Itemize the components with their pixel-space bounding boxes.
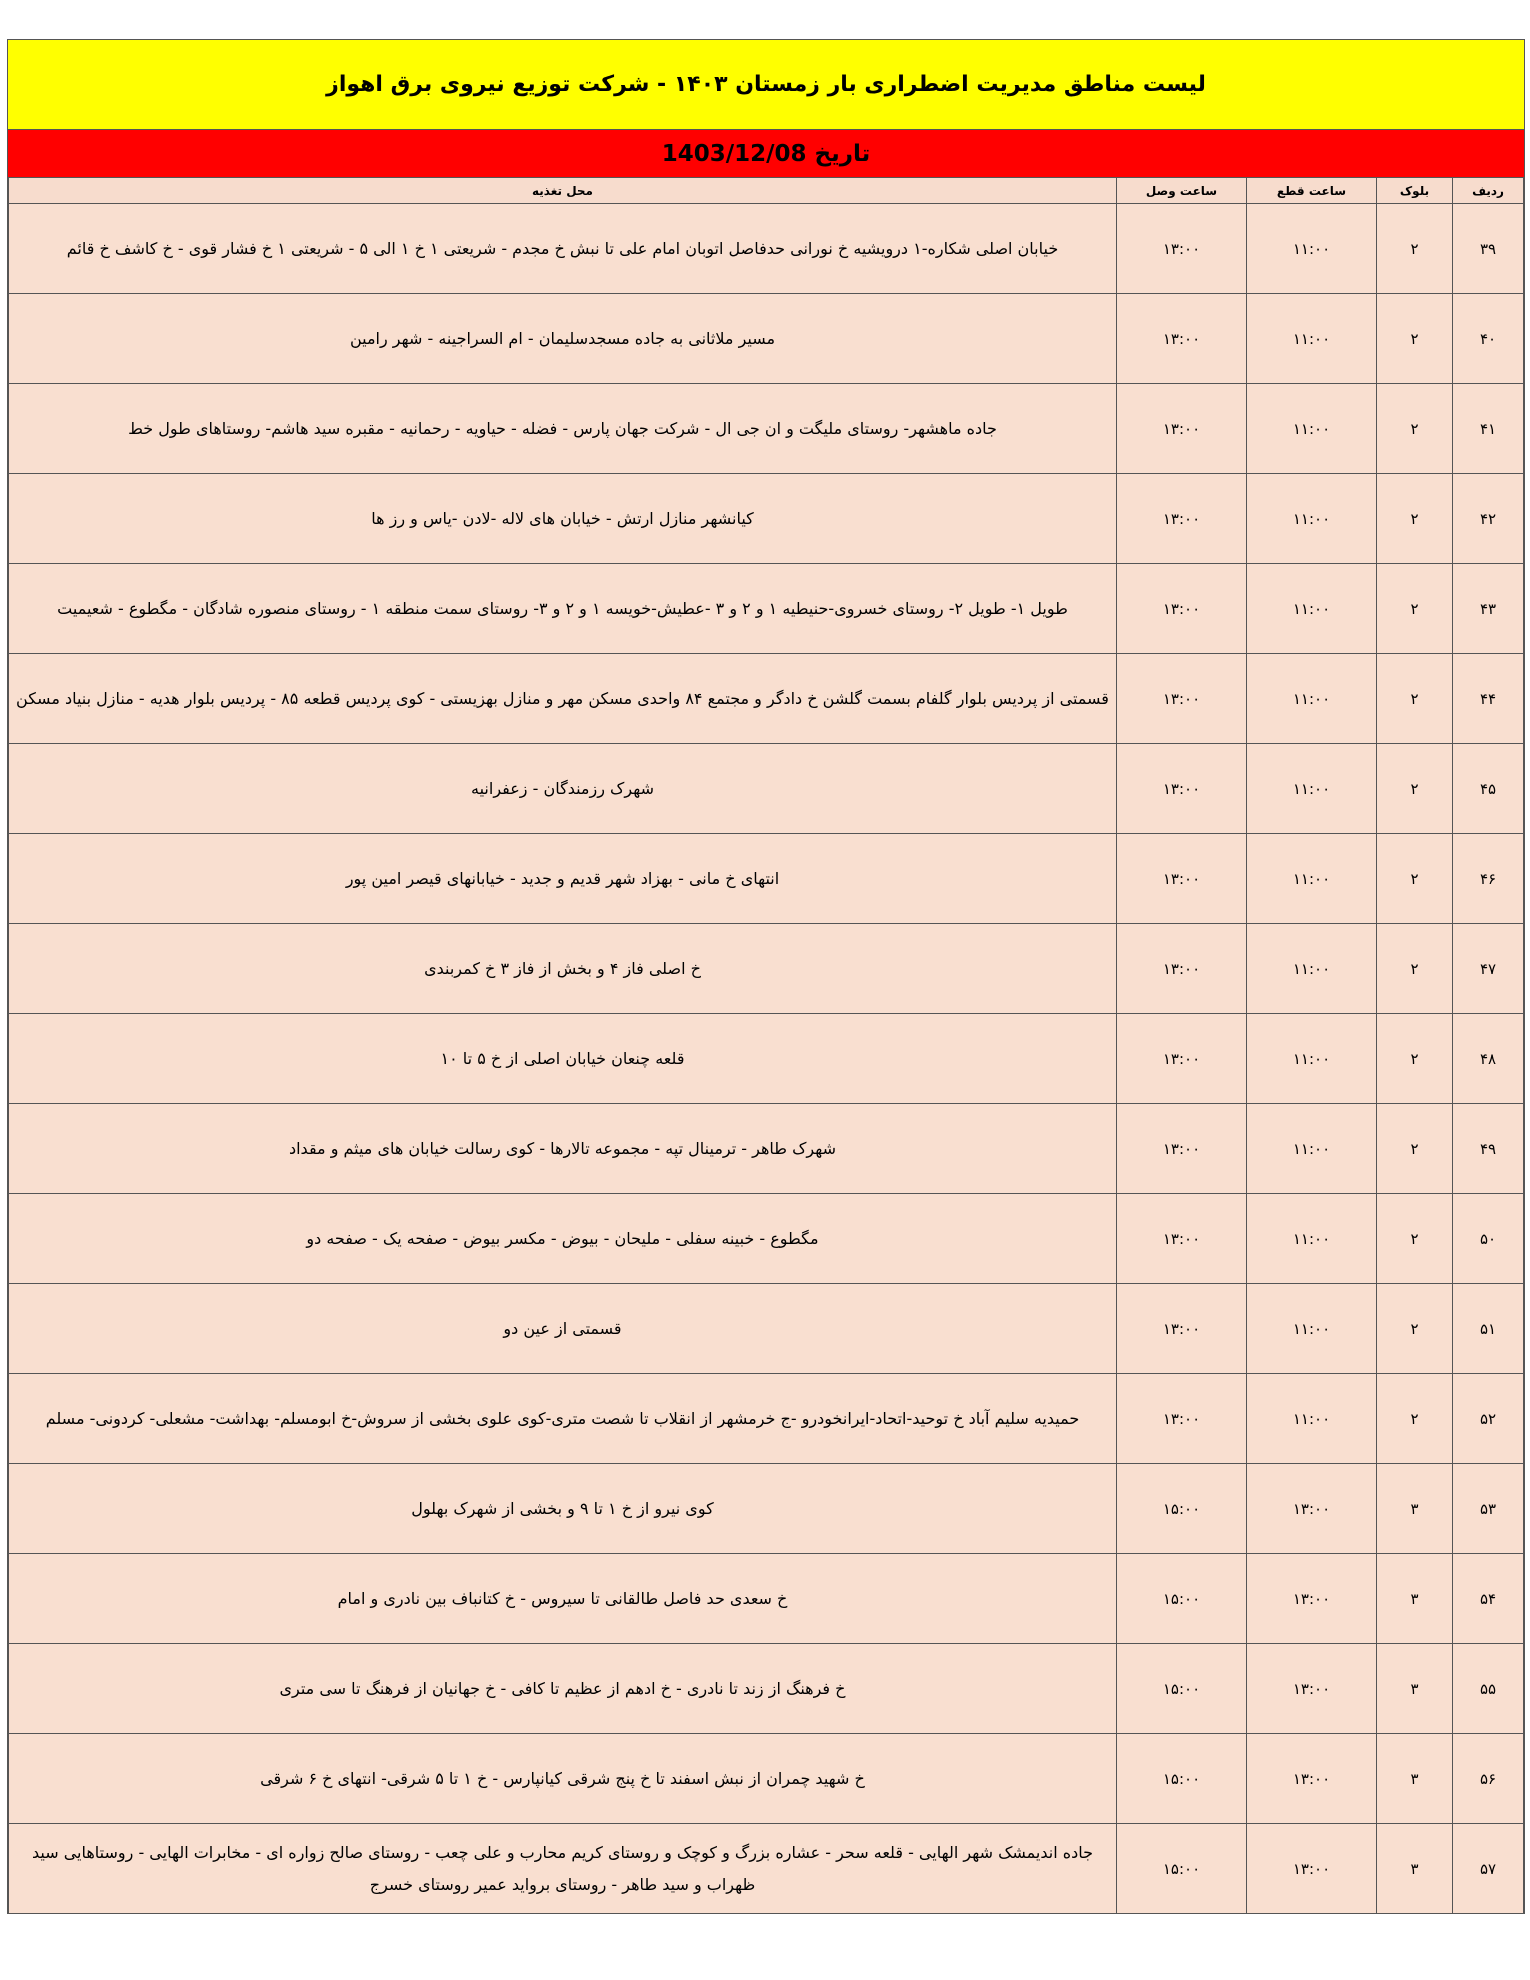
connect-time-cell: ۱۳:۰۰ <box>1117 294 1247 384</box>
cut-time-cell: ۱۱:۰۰ <box>1247 564 1377 654</box>
cut-time-cell: ۱۳:۰۰ <box>1247 1644 1377 1734</box>
connect-time-cell: ۱۳:۰۰ <box>1117 744 1247 834</box>
table-row <box>9 1104 1524 1194</box>
cut-time-cell: ۱۳:۰۰ <box>1247 1464 1377 1554</box>
cut-time-cell: ۱۳:۰۰ <box>1247 1734 1377 1824</box>
row-number-cell: ۴۹ <box>1453 1104 1524 1194</box>
connect-time-cell: ۱۳:۰۰ <box>1117 384 1247 474</box>
table-row <box>9 1374 1524 1464</box>
location-cell: خیابان اصلی شکاره-۱ درویشیه خ نورانی حدفاصل اتوبان امام علی تا نبش خ مجدم - شریعتی ۱ خ ۱ الی ۵ - شریعتی ۱ خ فشار قوی - خ کاشف خ قائم <box>9 204 1117 294</box>
report-date: تاریخ 1403/12/08 <box>8 129 1524 177</box>
location-cell: کیانشهر منازل ارتش - خیابان های لاله -لادن -یاس و رز ها <box>9 474 1117 564</box>
connect-time-cell: ۱۵:۰۰ <box>1117 1464 1247 1554</box>
connect-time-cell: ۱۳:۰۰ <box>1117 204 1247 294</box>
table-row <box>9 1734 1524 1824</box>
location-cell: شهرک طاهر - ترمینال تپه - مجموعه تالارها - کوی رسالت خیابان های میثم و مقداد <box>9 1104 1117 1194</box>
table-row <box>9 834 1524 924</box>
connect-time-cell: ۱۳:۰۰ <box>1117 564 1247 654</box>
table-row <box>9 1554 1524 1644</box>
row-number-cell: ۵۰ <box>1453 1194 1524 1284</box>
location-cell: حمیدیه سلیم آباد خ توحید-اتحاد-ایرانخودرو -ج خرمشهر از انقلاب تا شصت متری-کوی علوی بخشی از سروش-خ ابومسلم- بهداشت- مشعلی- کردونی- مسلم <box>9 1374 1117 1464</box>
row-number-cell: ۵۳ <box>1453 1464 1524 1554</box>
location-cell: خ اصلی فاز ۴ و بخش از فاز ۳ خ کمربندی <box>9 924 1117 1014</box>
table-row <box>9 1644 1524 1734</box>
report-title: لیست مناطق مدیریت اضطراری بار زمستان ۱۴۰۳ - شرکت توزیع نیروی برق اهواز <box>8 39 1524 129</box>
cut-time-cell: ۱۳:۰۰ <box>1247 1824 1377 1914</box>
block-cell: ۲ <box>1377 204 1453 294</box>
block-cell: ۲ <box>1377 1014 1453 1104</box>
location-cell: کوی نیرو از خ ۱ تا ۹ و بخشی از شهرک بهلول <box>9 1464 1117 1554</box>
table-row <box>9 384 1524 474</box>
table-row <box>9 1284 1524 1374</box>
row-number-cell: ۵۴ <box>1453 1554 1524 1644</box>
block-cell: ۲ <box>1377 924 1453 1014</box>
row-number-cell: ۳۹ <box>1453 204 1524 294</box>
table-row <box>9 1824 1524 1914</box>
block-cell: ۳ <box>1377 1734 1453 1824</box>
table-row <box>9 1194 1524 1284</box>
location-cell: مگطوع - خبینه سفلی - ملیحان - بیوض - مکسر بیوض - صفحه یک - صفحه دو <box>9 1194 1117 1284</box>
cut-time-cell: ۱۱:۰۰ <box>1247 1284 1377 1374</box>
row-number-cell: ۴۷ <box>1453 924 1524 1014</box>
table-row <box>9 744 1524 834</box>
col-header-location: محل تغذیه <box>9 178 1117 204</box>
connect-time-cell: ۱۳:۰۰ <box>1117 924 1247 1014</box>
connect-time-cell: ۱۳:۰۰ <box>1117 1374 1247 1464</box>
location-cell: طویل ۱- طویل ۲- روستای خسروی-حنیطیه ۱ و ۲ و ۳ -عطیش-خویسه ۱ و ۲ و ۳- روستای سمت منطقه ۱ - روستای منصوره شادگان - مگطوع - شعیمیت <box>9 564 1117 654</box>
row-number-cell: ۵۲ <box>1453 1374 1524 1464</box>
location-cell: قسمتی از عین دو <box>9 1284 1117 1374</box>
row-number-cell: ۴۳ <box>1453 564 1524 654</box>
cut-time-cell: ۱۱:۰۰ <box>1247 1194 1377 1284</box>
cut-time-cell: ۱۱:۰۰ <box>1247 744 1377 834</box>
block-cell: ۲ <box>1377 1194 1453 1284</box>
block-cell: ۲ <box>1377 384 1453 474</box>
table-row <box>9 1464 1524 1554</box>
block-cell: ۳ <box>1377 1644 1453 1734</box>
table-row <box>9 924 1524 1014</box>
block-cell: ۲ <box>1377 474 1453 564</box>
location-cell: خ سعدی حد فاصل طالقانی تا سیروس - خ کتانباف بین نادری و امام <box>9 1554 1117 1644</box>
block-cell: ۳ <box>1377 1824 1453 1914</box>
cut-time-cell: ۱۱:۰۰ <box>1247 1104 1377 1194</box>
table-header-row <box>9 178 1524 204</box>
connect-time-cell: ۱۳:۰۰ <box>1117 474 1247 564</box>
block-cell: ۳ <box>1377 1554 1453 1644</box>
cut-time-cell: ۱۱:۰۰ <box>1247 654 1377 744</box>
connect-time-cell: ۱۳:۰۰ <box>1117 654 1247 744</box>
col-header-row: ردیف <box>1453 178 1524 204</box>
col-header-connect-time: ساعت وصل <box>1117 178 1247 204</box>
connect-time-cell: ۱۳:۰۰ <box>1117 1284 1247 1374</box>
connect-time-cell: ۱۳:۰۰ <box>1117 834 1247 924</box>
location-cell: قسمتی از پردیس بلوار گلفام بسمت گلشن خ دادگر و مجتمع ۸۴ واحدی مسکن مهر و منازل بهزیستی - کوی پردیس قطعه ۸۵ - پردیس بلوار هدیه - منازل بنیاد مسکن <box>9 654 1117 744</box>
row-number-cell: ۴۲ <box>1453 474 1524 564</box>
cut-time-cell: ۱۱:۰۰ <box>1247 924 1377 1014</box>
report-sheet <box>7 39 1525 1914</box>
table-row <box>9 564 1524 654</box>
location-cell: خ فرهنگ از زند تا نادری - خ ادهم از عظیم تا کافی - خ جهانیان از فرهنگ تا سی متری <box>9 1644 1117 1734</box>
col-header-cut-time: ساعت قطع <box>1247 178 1377 204</box>
table-row <box>9 294 1524 384</box>
row-number-cell: ۴۰ <box>1453 294 1524 384</box>
row-number-cell: ۵۵ <box>1453 1644 1524 1734</box>
location-cell: مسیر ملاثانی به جاده مسجدسلیمان - ام السراجینه - شهر رامین <box>9 294 1117 384</box>
location-cell: جاده ماهشهر- روستای ملیگت و ان جی ال - شرکت جهان پارس - فضله - حیاویه - رحمانیه - مقبره سید هاشم- روستاهای طول خط <box>9 384 1117 474</box>
row-number-cell: ۴۸ <box>1453 1014 1524 1104</box>
table-row <box>9 654 1524 744</box>
cut-time-cell: ۱۱:۰۰ <box>1247 834 1377 924</box>
cut-time-cell: ۱۱:۰۰ <box>1247 204 1377 294</box>
location-cell: جاده اندیمشک شهر الهایی - قلعه سحر - عشاره بزرگ و کوچک و روستای کریم محارب و علی چعب - روستای صالح زواره ای - مخابرات الهایی - روستاهایی سید ظهراب و سید طاهر - روستای برواید عمیر روستای خسرج <box>9 1824 1117 1914</box>
location-cell: خ شهید چمران از نبش اسفند تا خ پنج شرقی کیانپارس - خ ۱ تا ۵ شرقی- انتهای خ ۶ شرقی <box>9 1734 1117 1824</box>
table-body <box>9 204 1524 1914</box>
block-cell: ۲ <box>1377 654 1453 744</box>
cut-time-cell: ۱۱:۰۰ <box>1247 1374 1377 1464</box>
block-cell: ۳ <box>1377 1464 1453 1554</box>
location-cell: انتهای خ مانی - بهزاد شهر قدیم و جدید - خیابانهای قیصر امین پور <box>9 834 1117 924</box>
cut-time-cell: ۱۱:۰۰ <box>1247 384 1377 474</box>
row-number-cell: ۴۱ <box>1453 384 1524 474</box>
block-cell: ۲ <box>1377 564 1453 654</box>
connect-time-cell: ۱۵:۰۰ <box>1117 1734 1247 1824</box>
table-row <box>9 204 1524 294</box>
block-cell: ۲ <box>1377 744 1453 834</box>
block-cell: ۲ <box>1377 834 1453 924</box>
connect-time-cell: ۱۳:۰۰ <box>1117 1014 1247 1104</box>
connect-time-cell: ۱۳:۰۰ <box>1117 1194 1247 1284</box>
row-number-cell: ۵۷ <box>1453 1824 1524 1914</box>
table-row <box>9 1014 1524 1104</box>
row-number-cell: ۵۶ <box>1453 1734 1524 1824</box>
connect-time-cell: ۱۳:۰۰ <box>1117 1104 1247 1194</box>
connect-time-cell: ۱۵:۰۰ <box>1117 1644 1247 1734</box>
block-cell: ۲ <box>1377 1284 1453 1374</box>
connect-time-cell: ۱۵:۰۰ <box>1117 1554 1247 1644</box>
location-cell: شهرک رزمندگان - زعفرانیه <box>9 744 1117 834</box>
cut-time-cell: ۱۱:۰۰ <box>1247 294 1377 384</box>
cut-time-cell: ۱۱:۰۰ <box>1247 1014 1377 1104</box>
col-header-block: بلوک <box>1377 178 1453 204</box>
outage-table <box>8 177 1524 1914</box>
block-cell: ۲ <box>1377 1104 1453 1194</box>
cut-time-cell: ۱۱:۰۰ <box>1247 474 1377 564</box>
table-row <box>9 474 1524 564</box>
row-number-cell: ۵۱ <box>1453 1284 1524 1374</box>
cut-time-cell: ۱۳:۰۰ <box>1247 1554 1377 1644</box>
connect-time-cell: ۱۵:۰۰ <box>1117 1824 1247 1914</box>
row-number-cell: ۴۴ <box>1453 654 1524 744</box>
block-cell: ۲ <box>1377 1374 1453 1464</box>
row-number-cell: ۴۶ <box>1453 834 1524 924</box>
block-cell: ۲ <box>1377 294 1453 384</box>
row-number-cell: ۴۵ <box>1453 744 1524 834</box>
location-cell: قلعه چنعان خیابان اصلی از خ ۵ تا ۱۰ <box>9 1014 1117 1104</box>
